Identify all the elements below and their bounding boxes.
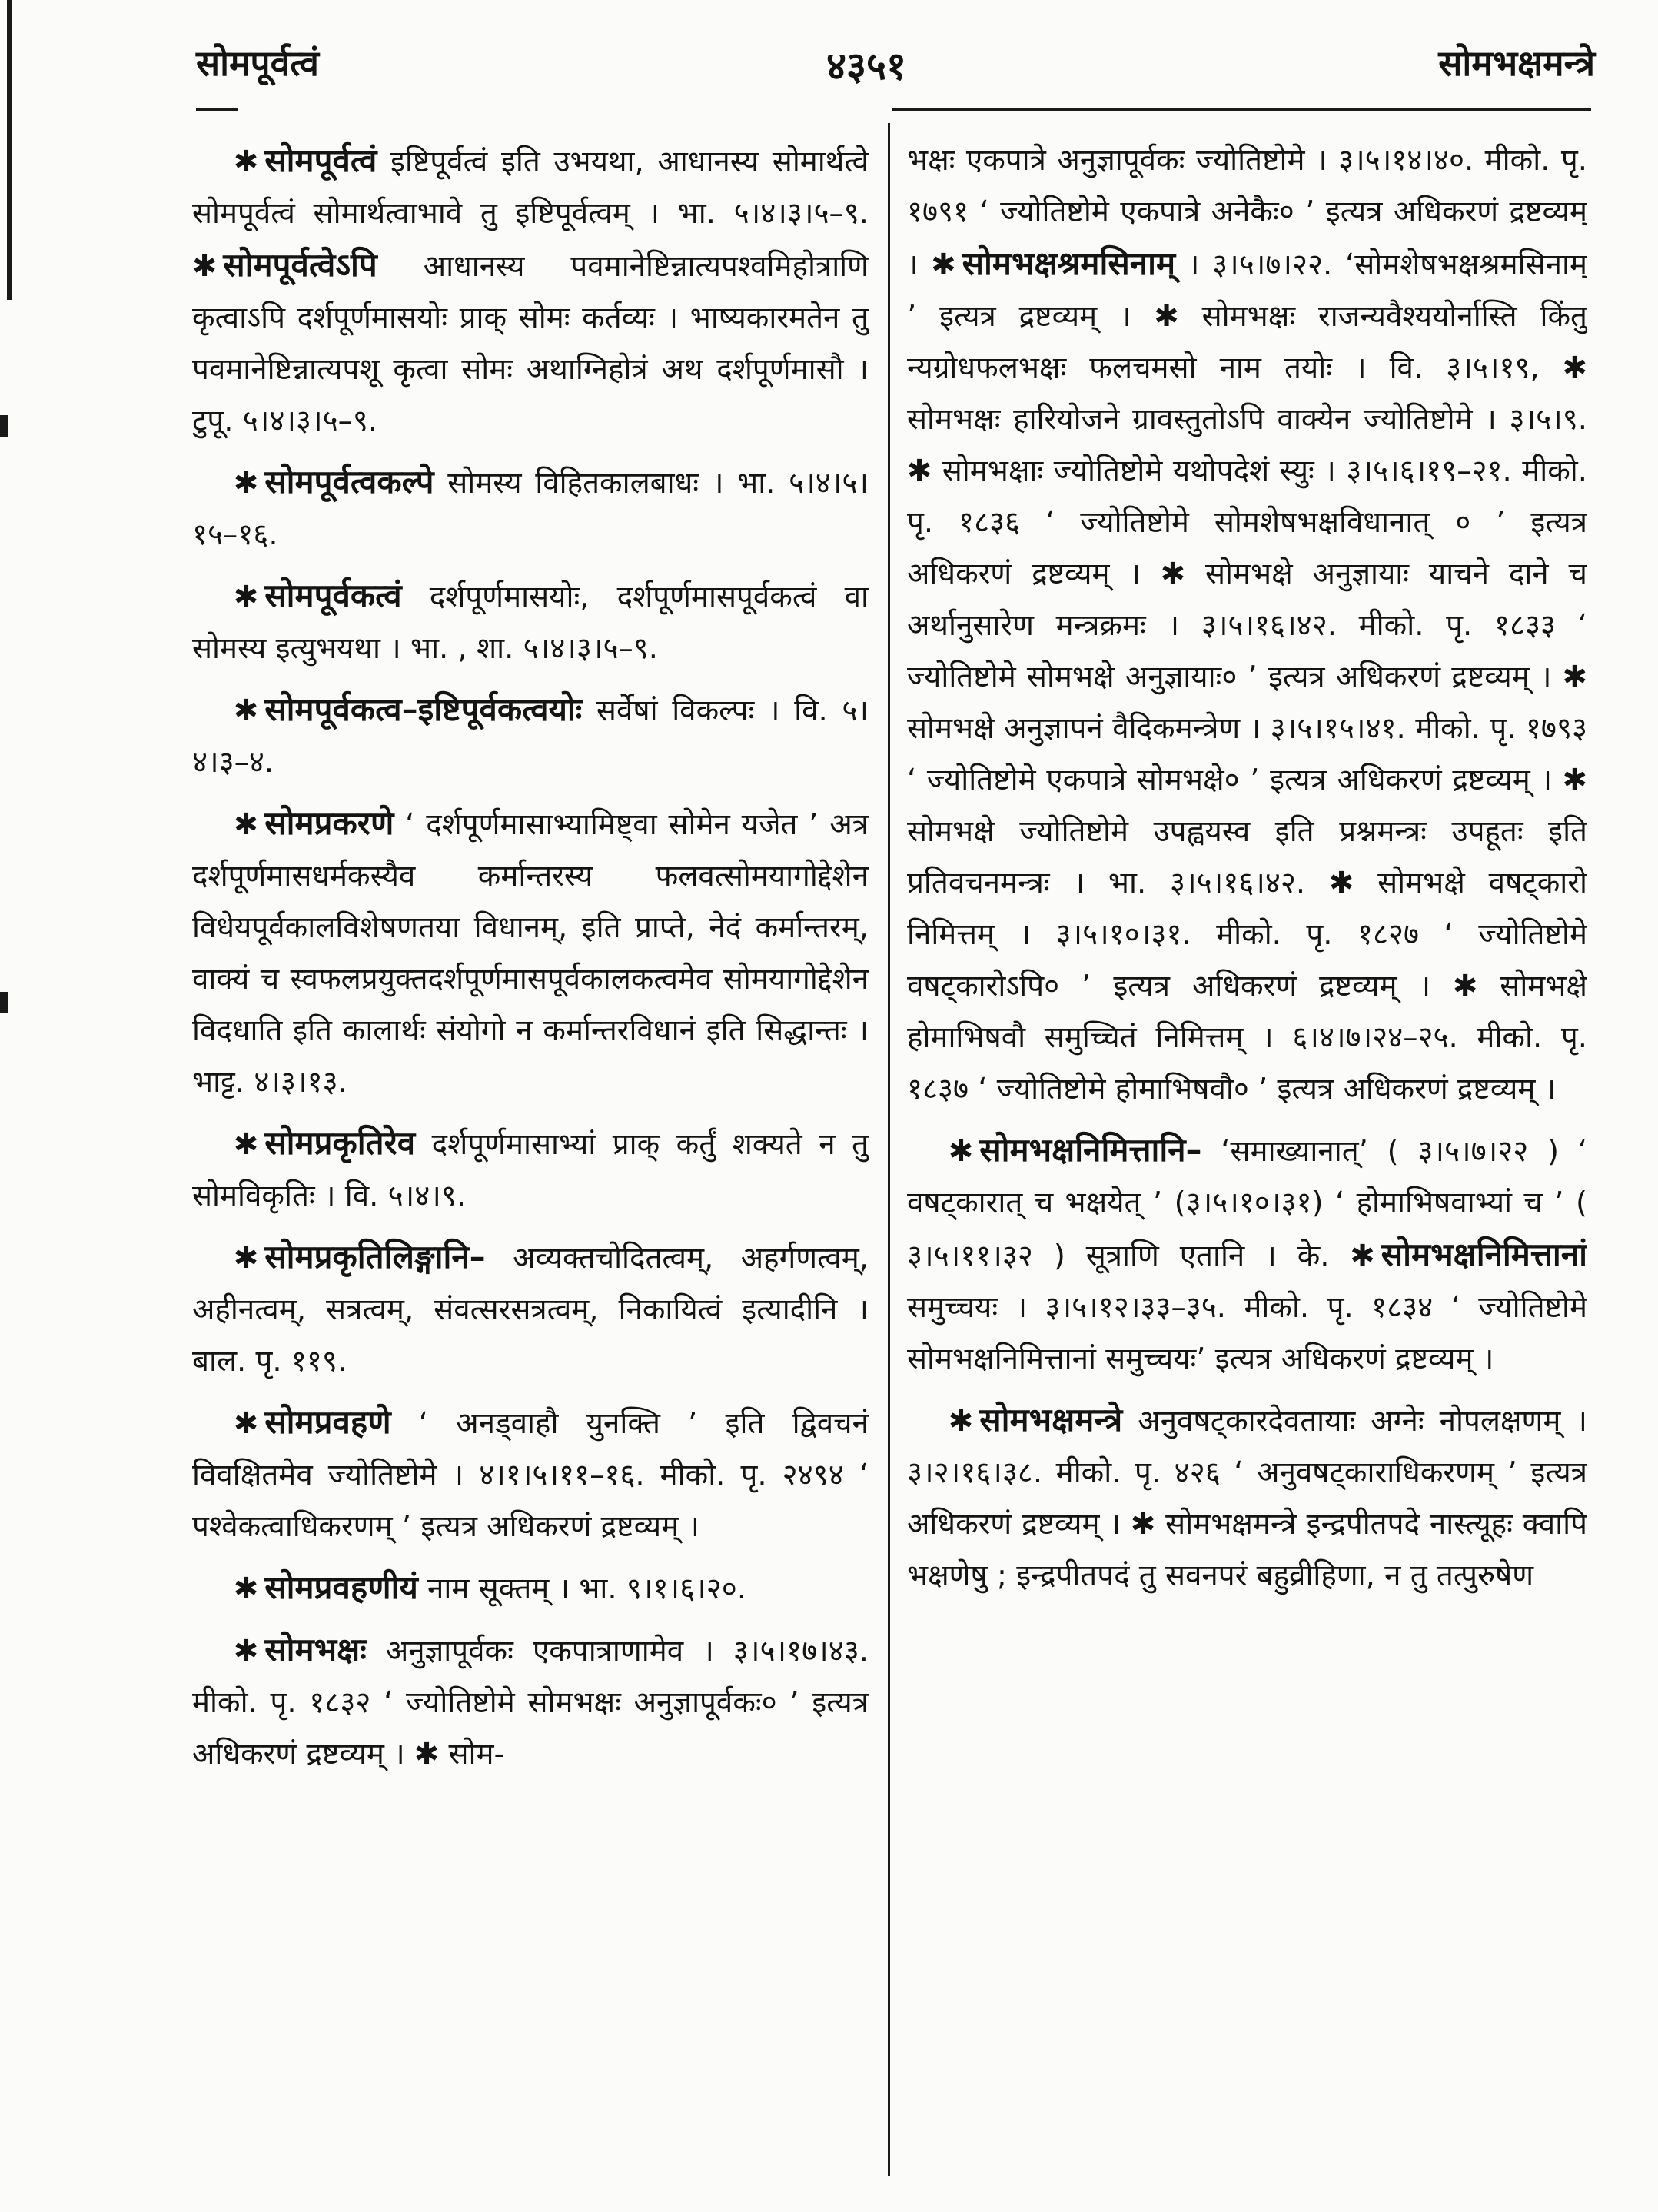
entry-head: सोमप्रकृतिलिङ्गानि– [264, 1238, 486, 1276]
entry-head: सोमपूर्वत्वेऽपि [223, 246, 377, 284]
entry [907, 1124, 1587, 1385]
entry-body: इष्टिपूर्वत्वं इति उभयथा, आधानस्य सोमार्थत्वे सोमपूर्वत्वं सोमार्थत्वाभावे तु इष्टिपूर्वत्वम् । भा. ५।४।३।५–९. [192, 145, 869, 231]
entry-body: दर्शपूर्णमासाभ्यां प्राक् कर्तुं शक्यते न तु सोमविकृतिः । वि. ५।४।९. [192, 1127, 869, 1213]
entry [192, 1117, 869, 1222]
asterisk-icon: ✱ [949, 1134, 974, 1169]
asterisk-icon: ✱ [234, 807, 259, 842]
entry [192, 1624, 869, 1780]
entry-head: सोमपूर्वकत्वं [264, 577, 402, 614]
header-right-term: सोमभक्षमन्त्रे [1438, 42, 1595, 84]
entry [907, 135, 1587, 1115]
asterisk-icon: ✱ [234, 1127, 259, 1162]
asterisk-icon: ✱ [234, 145, 259, 179]
entry-body: भक्षः एकपात्रे अनुज्ञापूर्वकः ज्योतिष्टोमे । ३।५।१४।४०. मीको. पृ. १७९१ ‘ ज्योतिष्टोमे एकपात्रे अनेकैः० ’ इत्यत्र अधिकरणं द्रष्टव्यम् । [907, 143, 1587, 282]
entry-body: ‘ अनड्वाहौ युनक्ति ’ इति द्विवचनं विवक्षितमेव ज्योतिष्टोमे । ४।१।५।११–१६. मीको. पृ. २४९४ ‘ पश्वेकत्वाधिकरणम् ’ इत्यत्र अधिकरणं द्रष्टव्यम् । [192, 1406, 869, 1544]
page-edge-left [0, 0, 12, 300]
entry-body: नाम सूक्तम् । भा. ९।१।६।२०. [417, 1572, 746, 1606]
header-left-term: सोमपूर्वत्वं [196, 42, 319, 84]
asterisk-icon: ✱ [234, 466, 259, 501]
asterisk-icon: ✱ [931, 248, 956, 282]
entry [192, 797, 869, 1108]
entry-head: सोमभक्षः [264, 1631, 367, 1668]
entry-body: सोमस्य विहितकालबाधः । भा. ५।४।५।१५–१६. [192, 466, 869, 552]
asterisk-icon: ✱ [234, 580, 259, 614]
header-rule-left [196, 108, 238, 111]
entry-head: सोमप्रवहणे [264, 1403, 391, 1441]
entry [907, 1394, 1587, 1602]
asterisk-icon: ✱ [234, 1406, 259, 1441]
right-column [907, 135, 1587, 2172]
entry-head: सोमपूर्वत्वं [264, 141, 377, 179]
page-edge-mark-top [0, 415, 8, 437]
column-divider [888, 123, 890, 2176]
entry-head: सोमप्रकरणे [264, 804, 394, 842]
entry [192, 1396, 869, 1552]
entry [192, 1231, 869, 1387]
entry-body: ‘ दर्शपूर्णमासाभ्यामिष्ट्वा सोमेन यजेत ’ अत्र दर्शपूर्णमासधर्मकस्यैव कर्मान्तरस्य फलवत्सोमयागोद्देशेन विधेयपूर्वकालविशेषणतया विधानम्, इति प्राप्ते, नेदं कर्मान्तरम्, वाक्यं च स्वफलप्रयुक्तदर्शपूर्णमासपूर्वकालकत्वमेव सोमयागोद्देशेन विदधाति इति कालार्थः संयोगो न कर्मान्तरविधानं इति सिद्धान्तः । भाट्ट. ४।३।१३. [192, 807, 869, 1099]
asterisk-icon: ✱ [234, 1634, 259, 1668]
entry-head: सोमपूर्वकत्व–इष्टिपूर्वकत्वयोः [264, 690, 583, 728]
entry-body: समुच्चयः । ३।५।१२।३३–३५. मीको. पृ. १८३४ ‘ ज्योतिष्टोमे सोमभक्षनिमित्तानां समुच्चयः’ इत्यत्र अधिकरणं द्रष्टव्यम् । [907, 1290, 1587, 1376]
asterisk-icon: ✱ [234, 694, 259, 728]
entry-head: सोमभक्षनिमित्तानां [1381, 1236, 1587, 1273]
entry-head: सोमप्रकृतिरेव [264, 1124, 416, 1162]
entry-head: सोमप्रवहणीयं [264, 1568, 418, 1606]
header-rule-right [892, 108, 1591, 111]
page-number: ४३५१ [826, 44, 906, 88]
entry [192, 135, 869, 447]
running-header [196, 31, 1595, 100]
entry-body: अनुज्ञापूर्वकः एकपात्राणामेव । ३।५।१७।४३. मीको. पृ. १८३२ ‘ ज्योतिष्टोमे सोमभक्षः अनुज्ञापूर्वकः० ’ इत्यत्र अधिकरणं द्रष्टव्यम् । ✱ सोम- [192, 1634, 869, 1771]
entry-body: आधानस्य पवमानेष्टिन्नात्यपश्वमिहोत्राणि कृत्वाऽपि दर्शपूर्णमासयोः प्राक् सोमः कर्तव्यः । भाष्यकारमतेन तु पवमानेष्टिन्नात्यपशू कृत्वा सोमः अथाग्निहोत्रं अथ दर्शपूर्णमासौ । टुपू. ५।४।३।५–९. [192, 249, 869, 438]
entry-body: । ३।५।७।२२. ‘सोमशेषभक्षश्रमसिनाम् ’ इत्यत्र द्रष्टव्यम् । ✱ सोमभक्षः राजन्यवैश्ययोर्नास्ति किंतु न्यग्रोधफलभक्षः फलचमसो नाम तयोः । वि. ३।५।१९, ✱ सोमभक्षः हारियोजने ग्रावस्तुतोऽपि वाक्येन ज्योतिष्टोमे । ३।५।९. ✱ सोमभक्षाः ज्योतिष्टोमे यथोपदेशं स्युः । ३।५।६।१९–२१. मीको. पृ. १८३६ ‘ ज्योतिष्टोमे सोमशेषभक्षविधानात् ० ’ इत्यत्र अधिकरणं द्रष्टव्यम् । ✱ सोमभक्षे अनुज्ञायाः याचने दाने च अर्थानुसारेण मन्त्रक्रमः । ३।५।१६।४२. मीको. पृ. १८३३ ‘ ज्योतिष्टोमे सोमभक्षे अनुज्ञायाः० ’ इत्यत्र अधिकरणं द्रष्टव्यम् । ✱ सोमभक्षे अनुज्ञापनं वैदिकमन्त्रेण । ३।५।१५।४१. मीको. पृ. १७९३ ‘ ज्योतिष्टोमे एकपात्रे सोमभक्षे० ’ इत्यत्र अधिकरणं द्रष्टव्यम् । ✱ सोमभक्षे ज्योतिष्टोमे उपह्वयस्व इति प्रश्नमन्त्रः उपहूतः इति प्रतिवचनमन्त्रः । भा. ३।५।१६।४२. ✱ सोमभक्षे वषट्कारो निमित्तम् । ३।५।१०।३१. मीको. पृ. १८२७ ‘ ज्योतिष्टोमे वषट्कारोऽपि० ’ इत्यत्र अधिकरणं द्रष्टव्यम् । ✱ सोमभक्षे होमाभिषवौ समुच्चितं निमित्तम् । ६।४।७।२४–२५. मीको. पृ. १८३७ ‘ ज्योतिष्टोमे होमाभिषवौ० ’ इत्यत्र अधिकरणं द्रष्टव्यम् । [907, 248, 1587, 1106]
entry-body: अनुवषट्कारदेवतायाः अग्नेः नोपलक्षणम् । ३।२।१६।३८. मीको. पृ. ४२६ ‘ अनुवषट्काराधिकरणम् ’ इत्यत्र अधिकरणं द्रष्टव्यम् । ✱ सोमभक्षमन्त्रे इन्द्रपीतपदे नास्त्यूहः क्वापि भक्षणेषु ; इन्द्रपीतपदं तु सवनपरं बहुव्रीहिणा, न तु तत्पुरुषेण [907, 1404, 1587, 1593]
entry-body: ‘समाख्यानात्’ ( ३।५।७।२२ ) ‘ वषट्कारात् च भक्षयेत् ’ (३।५।१०।३१) ‘ होमाभिषवाभ्यां च ’ ( ३।५।११।३२ ) सूत्राणि एतानि । के. [907, 1134, 1587, 1273]
entry-body: दर्शपूर्णमासयोः, दर्शपूर्णमासपूर्वकत्वं वा सोमस्य इत्युभयथा । भा. , शा. ५।४।३।५–९. [192, 580, 869, 666]
entry-head: सोमभक्षमन्त्रे [979, 1401, 1123, 1439]
asterisk-icon: ✱ [234, 1241, 259, 1276]
left-column [192, 135, 869, 2172]
entry [192, 684, 869, 788]
entry [192, 570, 869, 674]
entry-head: सोमभक्षश्रमसिनाम् [962, 244, 1176, 282]
page-edge-mark-bottom [0, 992, 8, 1013]
entry-body: सर्वेषां विकल्पः । वि. ५।४।३–४. [192, 694, 869, 780]
asterisk-icon: ✱ [949, 1404, 974, 1439]
entry [192, 456, 869, 560]
entry-head: सोमपूर्वत्वकल्पे [264, 463, 434, 501]
entry-body: अव्यक्तचोदितत्वम्, अहर्गणत्वम्, अहीनत्वम्, सत्रत्वम्, संवत्सरसत्रत्वम्, निकायित्वं इत्यादीनि । बाल. पृ. ११९. [192, 1241, 869, 1379]
asterisk-icon: ✱ [192, 249, 218, 284]
asterisk-icon: ✱ [234, 1572, 259, 1606]
asterisk-icon: ✱ [1350, 1239, 1375, 1273]
entry-head: सोमभक्षनिमित्तानि– [979, 1131, 1202, 1169]
entry [192, 1562, 869, 1615]
